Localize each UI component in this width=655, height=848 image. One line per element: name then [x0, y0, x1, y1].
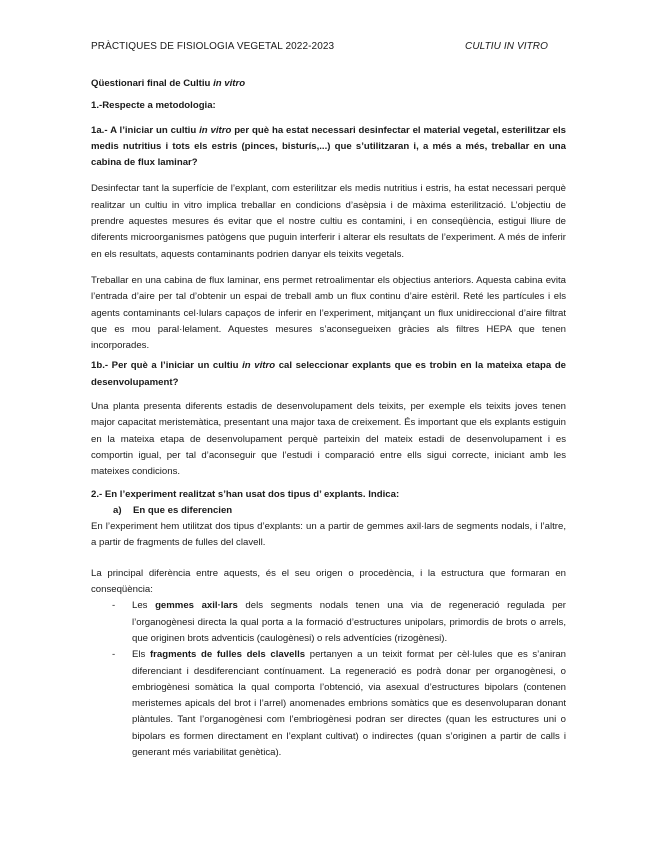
- list-item: - Els fragments de fulles dels clavells pertanyen a un teixit format per cèl·lules que es s’aniran diferenciant i desdiferenciant contínuament. La regeneració es podrà donar per organogènesi, o embriogènesi somàtica la qual comporta l’obtenció, via asexual d’estructures bipolars (contenen meristemes apicals del brot i l’arrel) anomenades embrions somàtics que es desenvoluparan donant plàntules. Tant l’organogènesi com l’embriogènesi podran ser directes (quan les estructures uni o bipolars es formen directament en l’explant cultivat) o indirectes (quan s’originen a partir de calls i generant més variabilitat genètica).: [112, 649, 566, 758]
- answer-2a-paragraph-1: En l’experiment hem utilitzat dos tipus d’explants: un a partir de gemmes axil·lars de segments nodals, i l’altre, a partir de fragments de fulles del clavell.: [91, 521, 566, 549]
- answer-1a-paragraph-2: Treballar en una cabina de flux laminar, ens permet retroalimentar els objectius anteriors. Aquesta cabina evita l’entrada d’aire per tal d’obtenir un espai de treball amb un flux continu d’aire estèril. Reté les partícules i els agents contaminants cel·lulars capaços de inferir en l’experiment, mitjançant un flux unidireccional d’aire filtrat que es mou paral·lelament. Aquestes mesures s’aconsegueixen gràcies als filtres HEPA que tenen incorporades.: [91, 274, 566, 352]
- page-header: [91, 41, 548, 52]
- header-topic: CULTIU IN VITRO: [465, 41, 548, 52]
- document-title: Qüestionari final de Cultiu in vitro: [91, 78, 246, 89]
- document-body: [91, 76, 566, 761]
- list-item: - Les gemmes axil·lars dels segments nodals tenen una via de regeneració regulada per l’organogènesi directa la qual porta a la formació d’estructures unipolars, primordis de brots o arrels, que originen brots adventicis (caulogènesi) o rels adventícies (rizogènesi).: [112, 600, 566, 644]
- answer-1b: Una planta presenta diferents estadis de desenvolupament dels teixits, per exemple els teixits joves tenen major capacitat meristemàtica, presentant una major taxa de creixement. És important que els explants estiguin en la mateixa etapa de desenvolupament perquè parteixin del mateix estadi de desenvolupament i es comportin igual, per tal d’aconseguir que l’estudi i comparació entre ells sigui correcte, iniciant amb les mateixes condicions.: [91, 401, 566, 478]
- sub-question-a: a) En que es diferencien: [113, 504, 233, 516]
- question-1b: 1b.- Per què a l’iniciar un cultiu in vitro cal seleccionar explants que es trobin en la mateixa etapa de desenvolupament?: [91, 360, 567, 388]
- answer-2a-paragraph-2: La principal diferència entre aquests, és el seu origen o procedència, i la estructura que formaran en conseqüència:: [91, 567, 566, 596]
- header-course-title: PRÀCTIQUES DE FISIOLOGIA VEGETAL 2022-2023: [91, 41, 335, 52]
- answer-1a-paragraph-1: Desinfectar tant la superfície de l’explant, com esterilitzar els medis nutritius i estris, ha estat necessari perquè realitzar un cultiu in vitro implica treballar en condicions d’asèpsia i de màxima esterilització. L’objectiu de prendre aquestes mesures és evitar que el nostre cultiu es contamini, i en conseqüència, estigui lliure de diferents microorganismes patògens que puguin interferir i alterar els resultats de l’experiment. A més de inferir en els resultats, aquests contaminants podrien danyar els teixits vegetals.: [91, 183, 566, 260]
- question-1a: 1a.- A l’iniciar un cultiu in vitro per què ha estat necessari desinfectar el material vegetal, esterilitzar els medis nutritius i tots els estris (pinces, bisturís,...) que s’utilitzaran i, a més a més, treballar en una cabina de flux laminar?: [91, 124, 566, 169]
- section-1-heading: 1.-Respecte a metodologia:: [91, 100, 216, 112]
- section-2-heading: 2.- En l’experiment realitzat s’han usat dos tipus d’ explants. Indica:: [91, 488, 400, 500]
- dash-bullet: -: [112, 600, 116, 612]
- differences-list: [91, 598, 566, 761]
- dash-bullet: -: [112, 649, 116, 661]
